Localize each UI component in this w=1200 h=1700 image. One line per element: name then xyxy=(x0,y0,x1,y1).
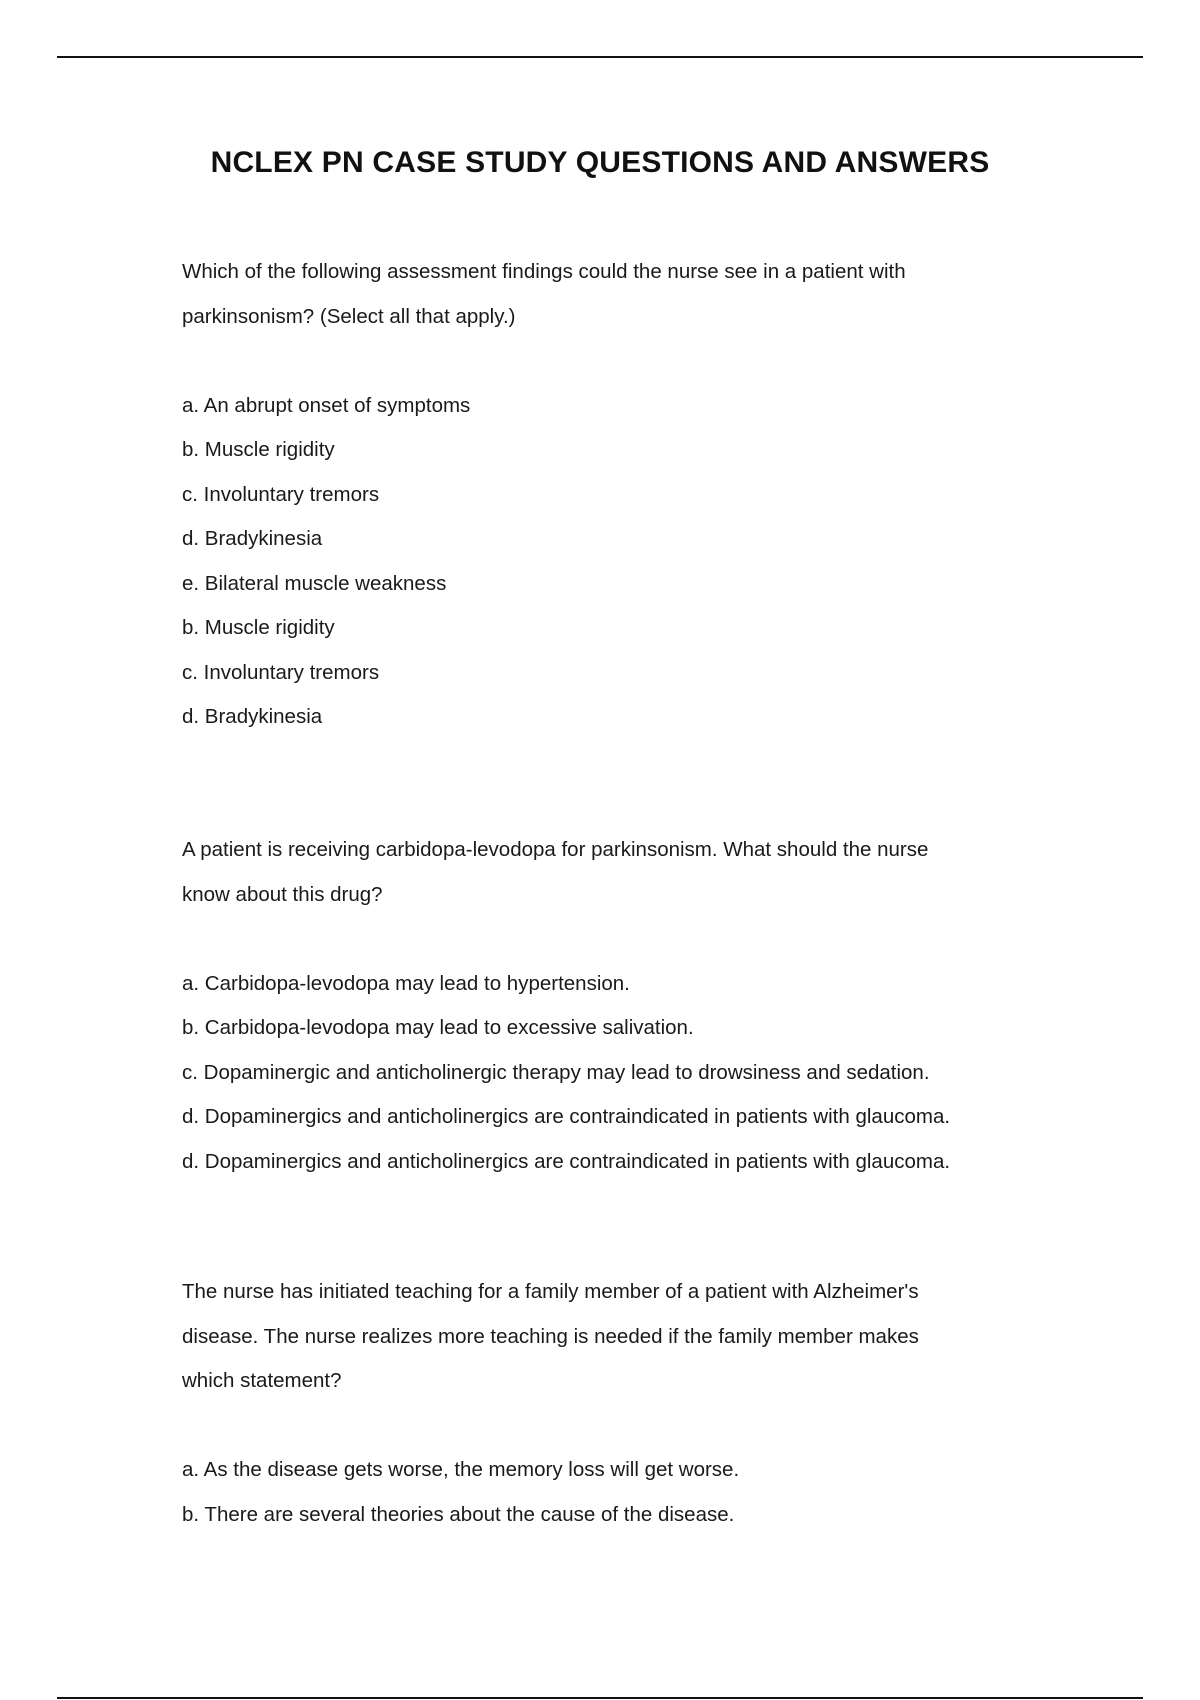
question-3-stem-line: disease. The nurse realizes more teaching is needed if the family member makes xyxy=(182,1324,919,1348)
question-1 xyxy=(182,250,1042,740)
question-1-stem-line: parkinsonism? (Select all that apply.) xyxy=(182,304,516,328)
question-2 xyxy=(182,828,1042,1184)
question-1-stem-line: Which of the following assessment findings could the nurse see in a patient with xyxy=(182,260,906,283)
correct-answer: c. Involuntary tremors xyxy=(182,660,380,684)
correct-answer: d. Bradykinesia xyxy=(182,705,323,728)
question-2-stem-line: know about this drug? xyxy=(182,882,383,906)
footer-rule xyxy=(57,1697,1143,1699)
answer-option: a. As the disease gets worse, the memory loss will get worse. xyxy=(182,1458,740,1481)
question-2-stem-line: A patient is receiving carbidopa-levodopa for parkinsonism. What should the nurse xyxy=(182,838,929,861)
question-3-stem-line: which statement? xyxy=(182,1369,342,1392)
answer-option: b. Muscle rigidity xyxy=(182,438,335,461)
answer-option: d. Bradykinesia xyxy=(182,527,323,550)
document-title: NCLEX PN CASE STUDY QUESTIONS AND ANSWERS xyxy=(210,146,990,179)
spacer xyxy=(182,1404,1042,1449)
answer-option: d. Dopaminergics and anticholinergics are contraindicated in patients with glaucoma. xyxy=(182,1105,951,1128)
correct-answer: b. Muscle rigidity xyxy=(182,616,335,639)
question-3 xyxy=(182,1270,1042,1537)
answer-option: b. There are several theories about the cause of the disease. xyxy=(182,1502,735,1526)
answer-option: a. Carbidopa-levodopa may lead to hypertension. xyxy=(182,971,630,995)
spacer xyxy=(182,917,1042,962)
answer-option: c. Involuntary tremors xyxy=(182,482,380,506)
answer-option: e. Bilateral muscle weakness xyxy=(182,571,447,595)
correct-answer: d. Dopaminergics and anticholinergics are contraindicated in patients with glaucoma. xyxy=(182,1149,951,1173)
header-rule xyxy=(57,56,1143,58)
answer-option: c. Dopaminergic and anticholinergic therapy may lead to drowsiness and sedation. xyxy=(182,1060,930,1084)
answer-option: a. An abrupt onset of symptoms xyxy=(182,393,471,417)
answer-option: b. Carbidopa-levodopa may lead to excessive salivation. xyxy=(182,1016,694,1039)
question-3-stem-line: The nurse has initiated teaching for a family member of a patient with Alzheimer's xyxy=(182,1280,919,1303)
spacer xyxy=(182,339,1042,384)
